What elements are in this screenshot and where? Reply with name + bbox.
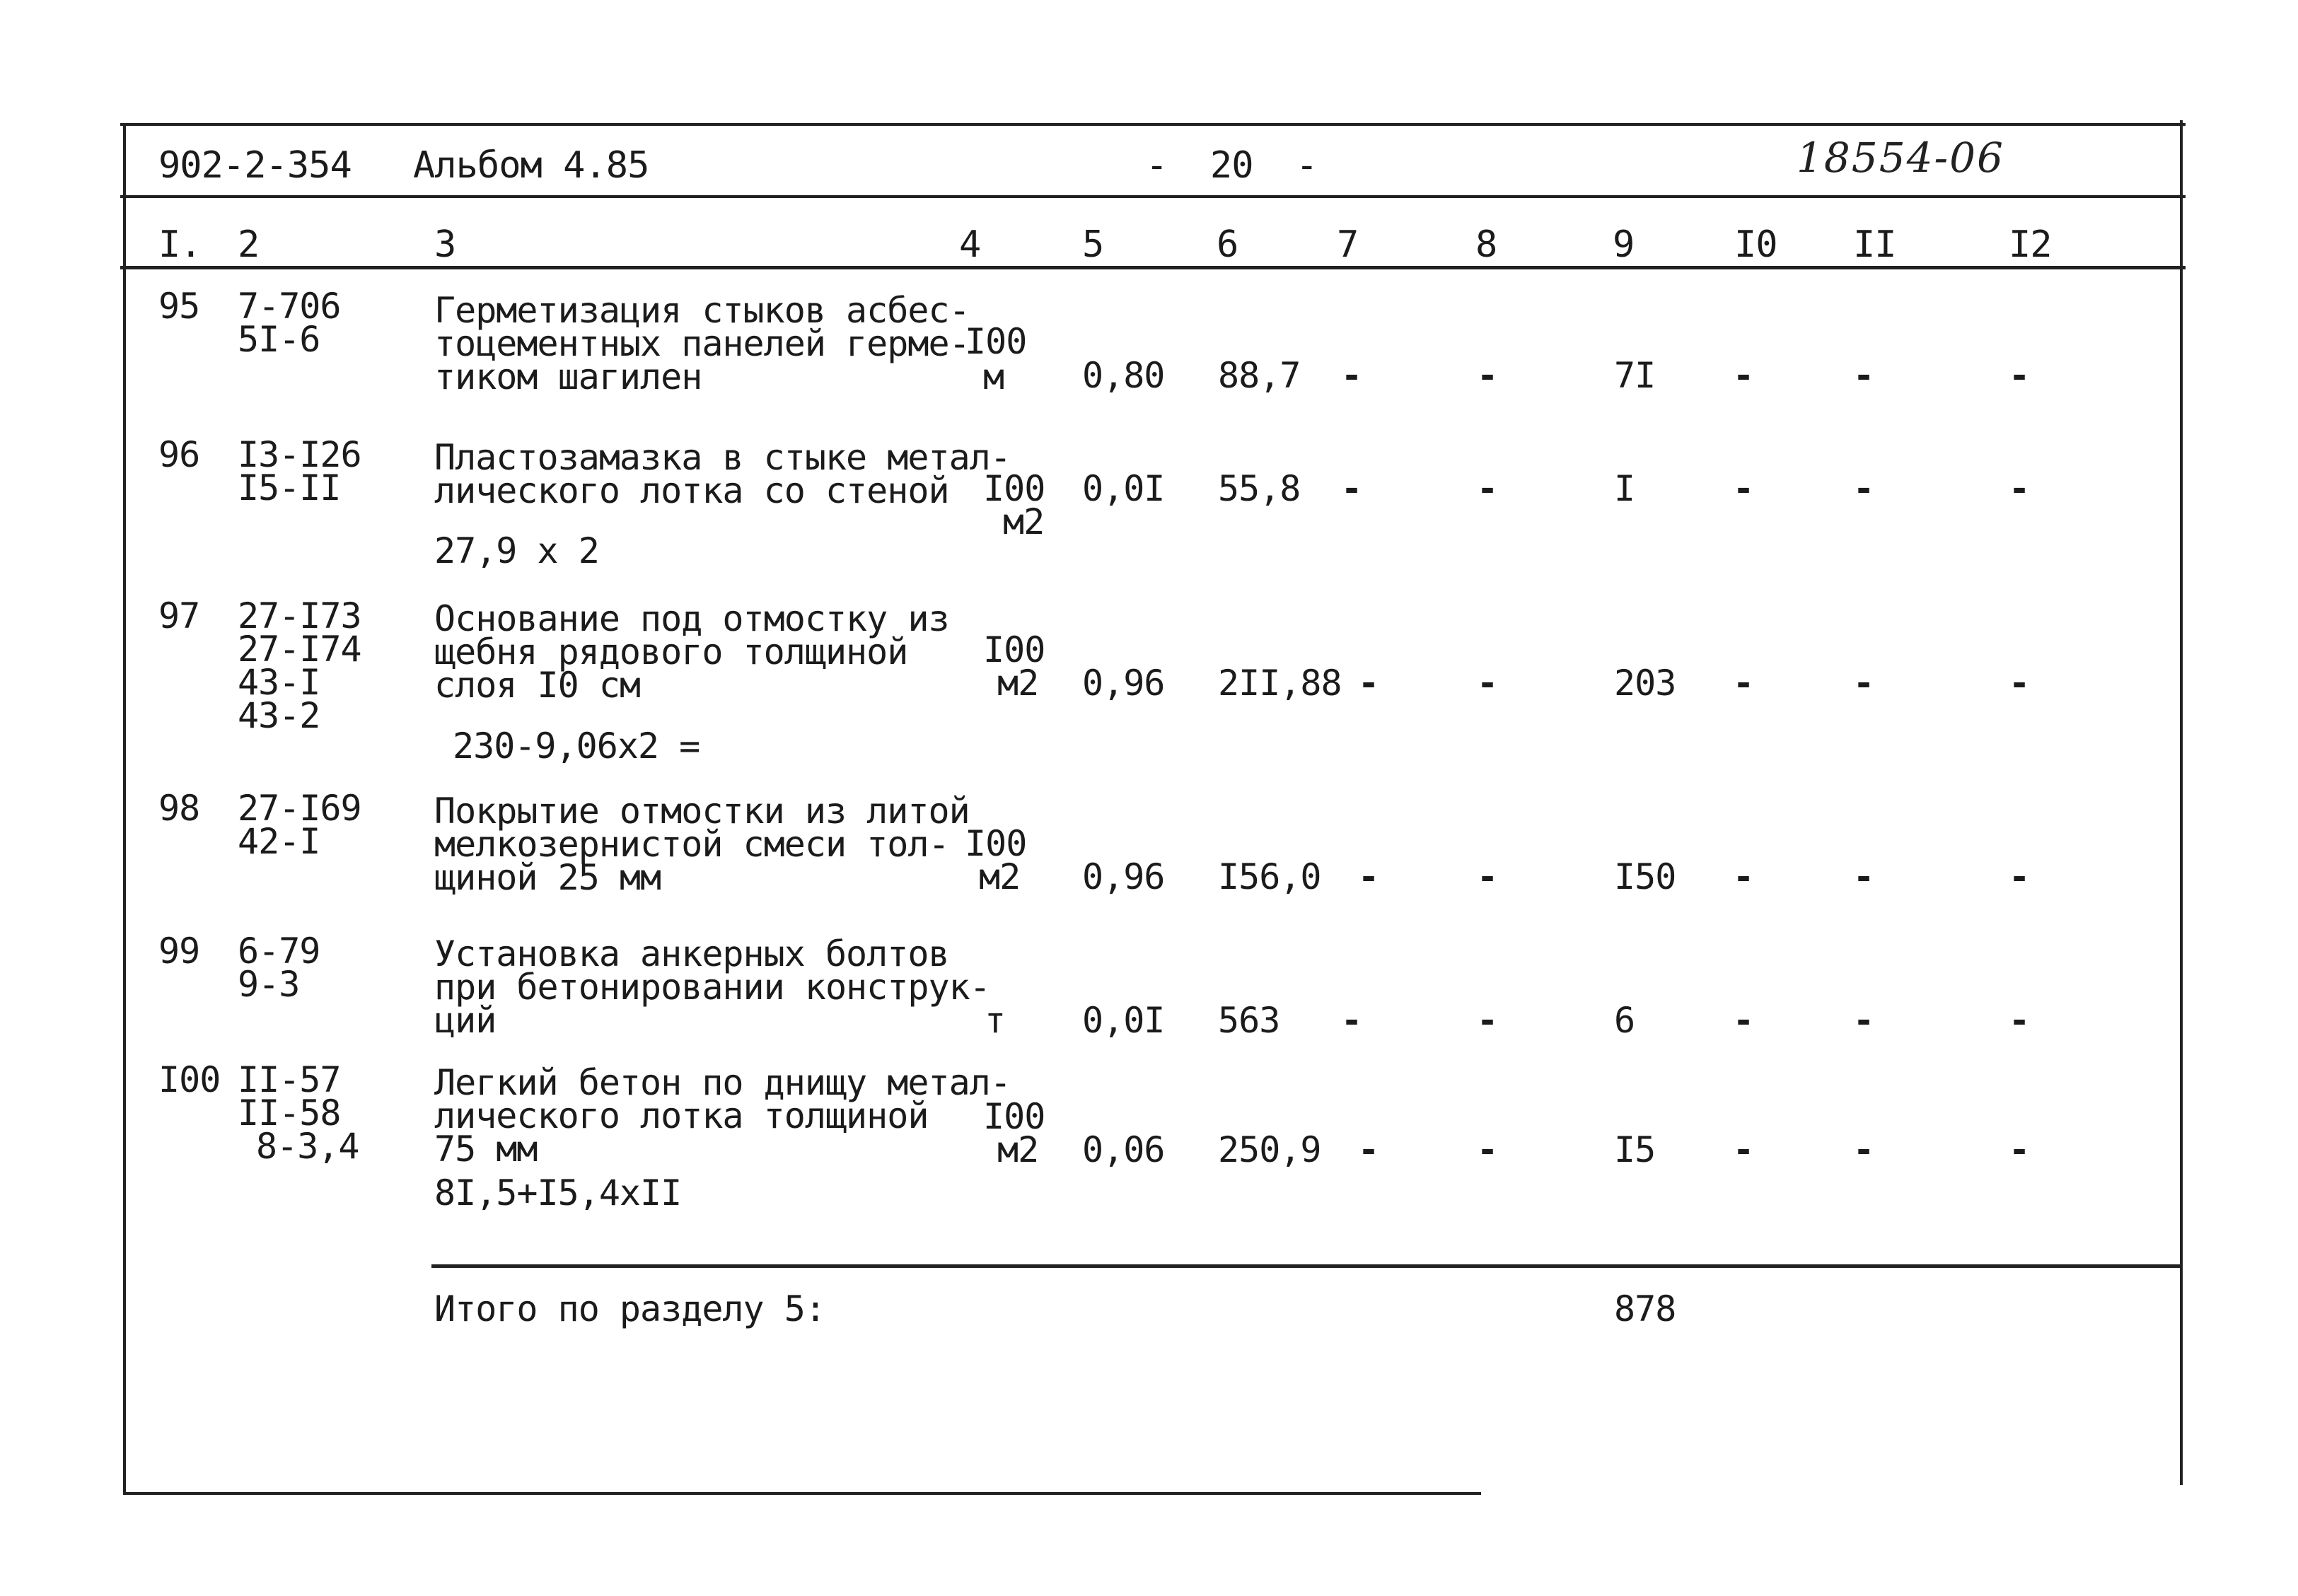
norm-code: I3-I26 xyxy=(238,434,361,475)
col10-value: - xyxy=(1733,1000,1754,1041)
col11-value: - xyxy=(1853,468,1874,509)
col-header-7: 7 xyxy=(1337,223,1359,266)
row-number: 97 xyxy=(158,595,200,636)
work-description: ций xyxy=(434,1000,497,1041)
norm-code: 6-79 xyxy=(238,931,320,972)
norm-code: 43-I xyxy=(238,662,320,703)
quantity-calculation: 230-9,06x2 = xyxy=(453,726,700,767)
col-header-11: II xyxy=(1853,223,1896,266)
col7-value: - xyxy=(1341,468,1362,509)
col10-value: - xyxy=(1733,663,1754,704)
unit-price: I56,0 xyxy=(1218,856,1321,897)
col12-value: - xyxy=(2009,355,2030,396)
norm-code: 42-I xyxy=(238,821,320,862)
unit: т xyxy=(985,1000,1006,1041)
unit-price: 563 xyxy=(1218,1000,1280,1041)
unit: м2 xyxy=(997,663,1039,704)
row-number: 98 xyxy=(158,788,200,829)
norm-code: II-58 xyxy=(238,1093,341,1134)
col12-value: - xyxy=(2009,468,2030,509)
col7-value: - xyxy=(1341,355,1362,396)
col10-value: - xyxy=(1733,856,1754,897)
page-number: - 20 - xyxy=(1146,144,1318,187)
work-description: Покрытие отмостки из литой xyxy=(434,791,970,832)
total-cost: I50 xyxy=(1614,856,1676,897)
col12-value: - xyxy=(2009,856,2030,897)
quantity: 0,96 xyxy=(1082,663,1165,704)
work-description: Пластозамазка в стыке метал- xyxy=(434,437,1011,478)
total-cost: 6 xyxy=(1614,1000,1635,1041)
col-header-1: I. xyxy=(158,223,202,266)
work-description: мелкозернистой смеси тол- xyxy=(434,824,949,865)
norm-code: II-57 xyxy=(238,1059,341,1100)
col-header-9: 9 xyxy=(1613,223,1635,266)
work-description: тиком шагилен xyxy=(434,356,702,397)
unit-price: 88,7 xyxy=(1218,355,1301,396)
row-number: 99 xyxy=(158,931,200,972)
col11-value: - xyxy=(1853,856,1874,897)
norm-code: 7-706 xyxy=(238,286,341,327)
unit: I00 xyxy=(965,823,1027,864)
summary-divider xyxy=(431,1264,2183,1268)
work-description: 75 мм xyxy=(434,1129,538,1170)
col8-value: - xyxy=(1477,663,1498,704)
col-header-3: 3 xyxy=(434,223,456,266)
left-border xyxy=(123,123,126,1495)
norm-code: 27-I73 xyxy=(238,595,361,636)
col8-value: - xyxy=(1477,468,1498,509)
work-description: лического лотка со стеной xyxy=(434,470,949,511)
work-description: щиной 25 мм xyxy=(434,857,661,898)
col11-value: - xyxy=(1853,355,1874,396)
norm-code: 5I-6 xyxy=(238,319,320,360)
col-header-4: 4 xyxy=(959,223,981,266)
col8-value: - xyxy=(1477,1000,1498,1041)
total-cost: 7I xyxy=(1614,355,1656,396)
unit-price: 55,8 xyxy=(1218,468,1301,509)
norm-code: I5-II xyxy=(238,467,341,508)
unit: м xyxy=(983,356,1004,397)
quantity: 0,06 xyxy=(1082,1129,1165,1170)
row-number: 96 xyxy=(158,434,200,475)
col10-value: - xyxy=(1733,355,1754,396)
document-code: 902-2-354 xyxy=(158,144,352,187)
quantity: 0,96 xyxy=(1082,856,1165,897)
col-header-12: I2 xyxy=(2009,223,2052,266)
col11-value: - xyxy=(1853,1000,1874,1041)
bottom-border xyxy=(123,1492,1481,1495)
quantity: 0,0I xyxy=(1082,1000,1165,1041)
quantity: 0,80 xyxy=(1082,355,1165,396)
col-header-2: 2 xyxy=(238,223,260,266)
right-border xyxy=(2180,120,2183,1485)
col7-value: - xyxy=(1341,1000,1362,1041)
unit: м2 xyxy=(997,1129,1039,1170)
work-description: Основание под отмостку из xyxy=(434,598,949,639)
col7-value: - xyxy=(1358,856,1379,897)
archive-stamp: 18554-06 xyxy=(1797,134,2004,182)
quantity: 0,0I xyxy=(1082,468,1165,509)
col10-value: - xyxy=(1733,468,1754,509)
unit: м2 xyxy=(979,856,1021,897)
section-total-value: 878 xyxy=(1614,1288,1676,1329)
col7-value: - xyxy=(1358,663,1379,704)
unit: I00 xyxy=(965,321,1027,362)
col-header-6: 6 xyxy=(1217,223,1238,266)
norm-code: 27-I69 xyxy=(238,788,361,829)
col7-value: - xyxy=(1358,1129,1379,1170)
total-cost: I xyxy=(1614,468,1635,509)
unit: I00 xyxy=(983,629,1045,670)
col8-value: - xyxy=(1477,856,1498,897)
header-divider xyxy=(120,195,2186,198)
col12-value: - xyxy=(2009,663,2030,704)
album-label: Альбом 4.85 xyxy=(413,144,649,187)
work-description: тоцементных панелей герме- xyxy=(434,323,970,364)
section-total-label: Итого по разделу 5: xyxy=(434,1288,825,1329)
quantity-calculation: 27,9 x 2 xyxy=(434,530,599,571)
row-number: I00 xyxy=(158,1059,221,1100)
total-cost: I5 xyxy=(1614,1129,1656,1170)
work-description: при бетонировании конструк- xyxy=(434,967,990,1008)
norm-code: 27-I74 xyxy=(238,629,361,670)
norm-code: 8-3,4 xyxy=(256,1126,359,1167)
col12-value: - xyxy=(2009,1000,2030,1041)
work-description: Герметизация стыков асбес- xyxy=(434,290,970,331)
col-header-8: 8 xyxy=(1475,223,1497,266)
col8-value: - xyxy=(1477,1129,1498,1170)
unit: м2 xyxy=(1003,501,1045,542)
col10-value: - xyxy=(1733,1129,1754,1170)
col-header-5: 5 xyxy=(1082,223,1104,266)
col11-value: - xyxy=(1853,663,1874,704)
work-description: слоя I0 см xyxy=(434,665,641,706)
work-description: щебня рядового толщиной xyxy=(434,631,908,672)
row-number: 95 xyxy=(158,286,200,327)
norm-code: 9-3 xyxy=(238,964,300,1005)
unit: I00 xyxy=(983,468,1045,509)
norm-code: 43-2 xyxy=(238,695,320,736)
work-description: лического лотка толщиной xyxy=(434,1095,929,1136)
col8-value: - xyxy=(1477,355,1498,396)
col-header-10: I0 xyxy=(1734,223,1777,266)
quantity-calculation: 8I,5+I5,4xII xyxy=(434,1172,682,1213)
col11-value: - xyxy=(1853,1129,1874,1170)
unit: I00 xyxy=(983,1096,1045,1137)
unit-price: 2II,88 xyxy=(1218,663,1342,704)
unit-price: 250,9 xyxy=(1218,1129,1321,1170)
top-border xyxy=(120,123,2186,126)
work-description: Легкий бетон по днищу метал- xyxy=(434,1062,1011,1103)
work-description: Установка анкерных болтов xyxy=(434,933,949,974)
column-header-divider xyxy=(120,266,2186,269)
total-cost: 203 xyxy=(1614,663,1676,704)
col12-value: - xyxy=(2009,1129,2030,1170)
